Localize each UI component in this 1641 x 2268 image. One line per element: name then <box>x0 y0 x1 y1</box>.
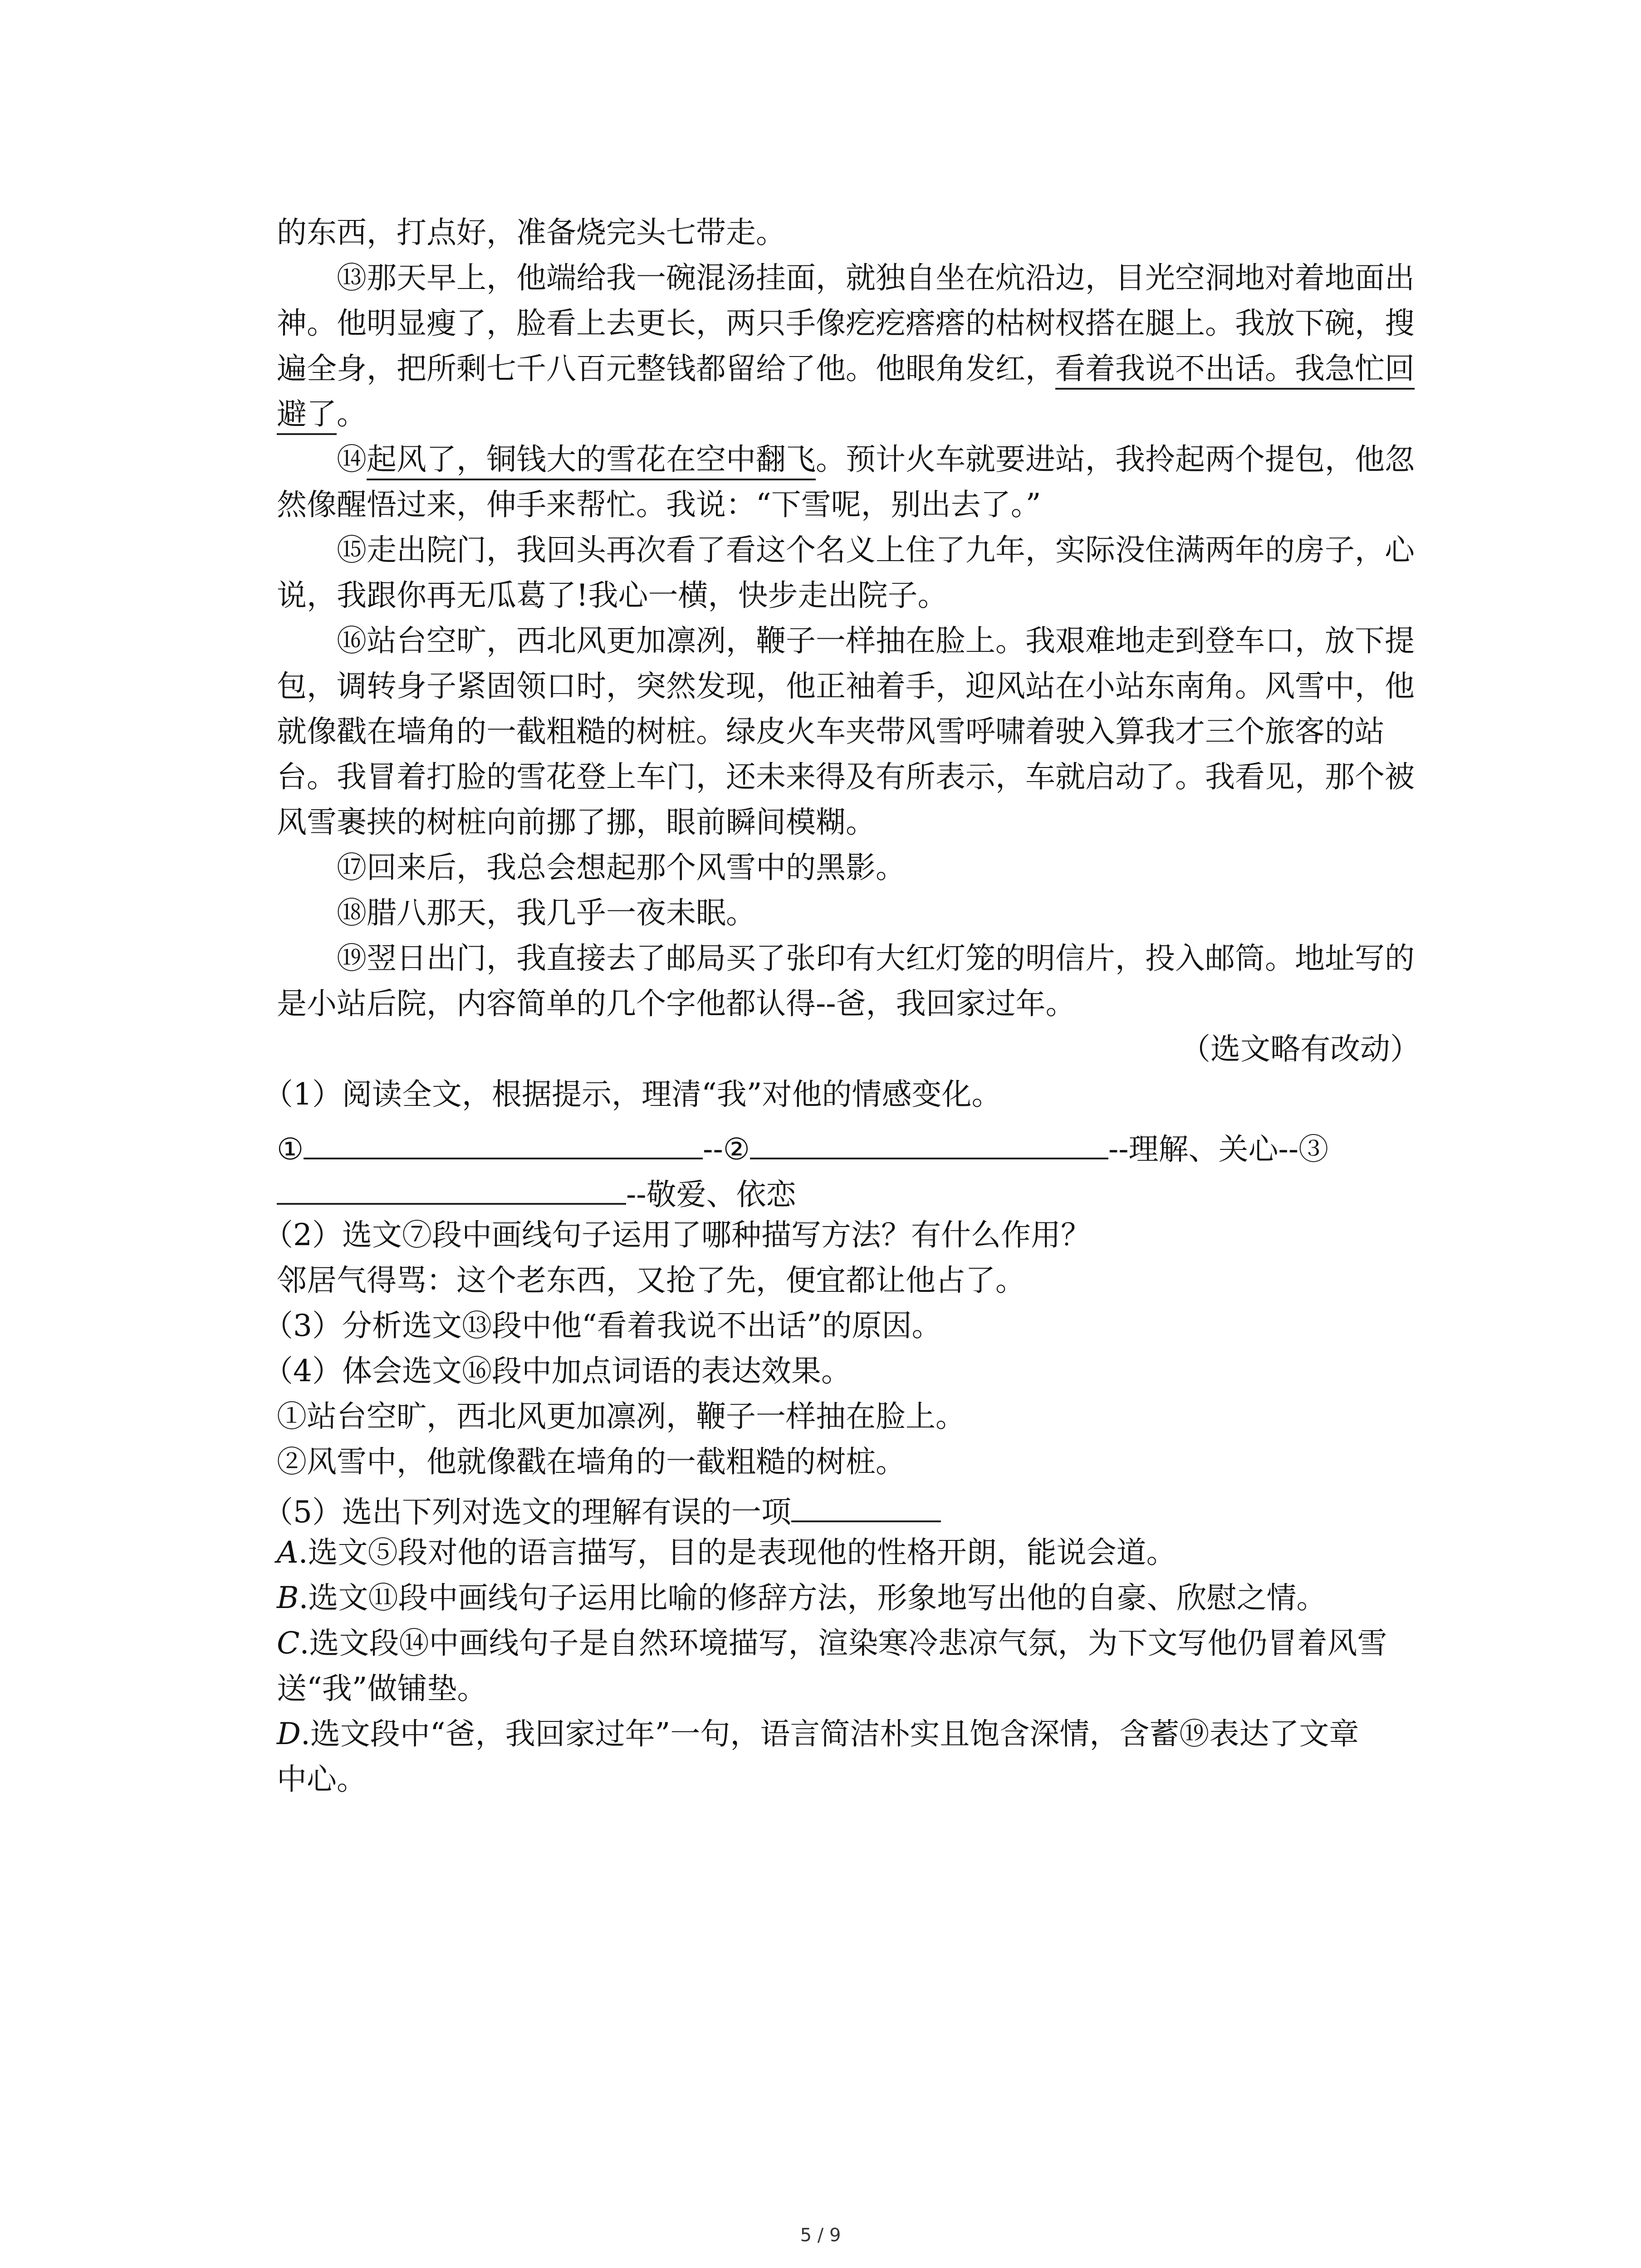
option-c-line-2: 送“我”做铺垫。 <box>277 1671 487 1706</box>
option-letter: C <box>277 1626 300 1661</box>
option-d-line-2: 中心。 <box>277 1762 367 1797</box>
question-4-sentence-1: ①站台空旷，西北风更加凛冽，鞭子一样抽在脸上。 <box>277 1399 965 1434</box>
question-2-prompt: （2）选文⑦段中画线句子运用了哪种描写方法？有什么作用？ <box>263 1217 1091 1252</box>
question-4-sentence-2: ②风雪中，他就像戳在墙角的一截粗糙的树桩。 <box>277 1444 906 1479</box>
question-3-prompt: （3）分析选文⑬段中他“看着我说不出话”的原因。 <box>263 1308 942 1343</box>
question-1-answer-row-2 <box>277 1175 1420 1210</box>
question-text: （5）选出下列对选文的理解有误的一项 <box>263 1495 791 1530</box>
paragraph-19-line-2: 是小站后院，内容简单的几个字他都认得--爸，我回家过年。 <box>277 986 1076 1021</box>
circled-number: ① <box>277 1132 304 1167</box>
paragraph-19-line-1: ⑲翌日出门，我直接去了邮局买了张印有大红灯笼的明信片，投入邮筒。地址写的 <box>337 941 1415 976</box>
paragraph-17: ⑰回来后，我总会想起那个风雪中的黑影。 <box>337 850 906 885</box>
paragraph-14-line-2: 然像醒悟过来，伸手来帮忙。我说：“下雪呢，别出去了。” <box>277 487 1041 522</box>
option-letter: D <box>277 1716 301 1751</box>
question-2-quote: 邻居气得骂：这个老东西，又抢了先，便宜都让他占了。 <box>277 1263 1025 1298</box>
answer-blank-1[interactable] <box>304 1129 703 1159</box>
paragraph-13-line-1: ⑬那天早上，他端给我一碗混汤挂面，就独自坐在炕沿边，目光空洞地对着地面出 <box>337 260 1415 295</box>
option-letter: B <box>277 1580 299 1615</box>
separator-text: --理解、关心--③ <box>1108 1132 1329 1167</box>
option-text: .选文段中“爸，我回家过年”一句，语言简洁朴实且饱含深情，含蓄⑲表达了文章 <box>300 1716 1359 1751</box>
underlined-sentence: 看着我说不出话。我急忙回 <box>1055 351 1415 390</box>
source-note: （选文略有改动） <box>1181 1031 1420 1066</box>
question-5-prompt <box>263 1492 1406 1530</box>
paragraph-14-line-1 <box>337 442 1420 477</box>
paragraph-number: ⑭ <box>337 442 367 477</box>
option-b[interactable] <box>277 1580 1420 1615</box>
answer-blank-2[interactable] <box>750 1129 1108 1159</box>
option-text: .选文段⑭中画线句子是自然环境描写，渲染寒冷悲凉气氛，为下文写他仍冒着风雪 <box>299 1626 1387 1661</box>
question-4-prompt: （4）体会选文⑯段中加点词语的表达效果。 <box>263 1354 851 1388</box>
separator-text: --② <box>703 1132 750 1167</box>
paragraph-18: ⑱腊八那天，我几乎一夜未眠。 <box>337 895 756 930</box>
underlined-sentence: 避了 <box>277 396 337 435</box>
text-segment: 遍全身，把所剩七千八百元整钱都留给了他。他眼角发红， <box>277 351 1055 386</box>
question-1-answer-row <box>277 1129 1420 1167</box>
paragraph-16-line-3: 就像戳在墙角的一截粗糙的树桩。绿皮火车夹带风雪呼啸着驶入算我才三个旅客的站 <box>277 714 1385 749</box>
paragraph-15-line-1: ⑮走出院门，我回头再次看了看这个名义上住了九年，实际没住满两年的房子，心 <box>337 533 1415 567</box>
paragraph-15-line-2: 说，我跟你再无瓜葛了!我心一横，快步走出院子。 <box>277 578 948 613</box>
paragraph-16-line-5: 风雪裹挟的树桩向前挪了挪，眼前瞬间模糊。 <box>277 805 876 840</box>
paragraph-13-line-3 <box>277 351 1420 386</box>
paragraph-16-line-2: 包，调转身子紧固领口时，突然发现，他正袖着手，迎风站在小站东南角。风雪中，他 <box>277 669 1415 704</box>
separator-text: --敬爱、依恋 <box>626 1177 796 1212</box>
answer-blank-3[interactable] <box>277 1175 626 1205</box>
option-c[interactable] <box>277 1626 1420 1661</box>
option-text: .选文⑪段中画线句子运用比喻的修辞方法，形象地写出他的自豪、欣慰之情。 <box>299 1580 1327 1615</box>
option-text: .选文⑤段对他的语言描写，目的是表现他的性格开朗，能说会道。 <box>298 1535 1176 1570</box>
page-number: 5 / 9 <box>800 2225 841 2246</box>
answer-blank-choice[interactable] <box>791 1492 941 1522</box>
paragraph-16-line-4: 台。我冒着打脸的雪花登上车门，还未来得及有所表示，车就启动了。我看见，那个被 <box>277 759 1415 794</box>
option-a[interactable] <box>277 1535 1420 1570</box>
question-1-prompt: （1）阅读全文，根据提示，理清“我”对他的情感变化。 <box>263 1077 1002 1112</box>
underlined-sentence: 起风了，铜钱大的雪花在空中翻飞 <box>367 442 816 480</box>
passage-line: 的东西，打点好，准备烧完头七带走。 <box>277 215 786 250</box>
paragraph-13-line-4 <box>277 396 1420 431</box>
option-d[interactable] <box>277 1716 1420 1751</box>
text-segment: 。 <box>337 396 367 431</box>
option-letter: A <box>277 1535 299 1570</box>
text-segment: 。预计火车就要进站，我拎起两个提包，他忽 <box>816 442 1415 477</box>
paragraph-16-line-1: ⑯站台空旷，西北风更加凛冽，鞭子一样抽在脸上。我艰难地走到登车口，放下提 <box>337 623 1415 658</box>
paragraph-13-line-2: 神。他明显瘦了，脸看上去更长，两只手像疙疙瘩瘩的枯树杈搭在腿上。我放下碗，搜 <box>277 306 1415 341</box>
